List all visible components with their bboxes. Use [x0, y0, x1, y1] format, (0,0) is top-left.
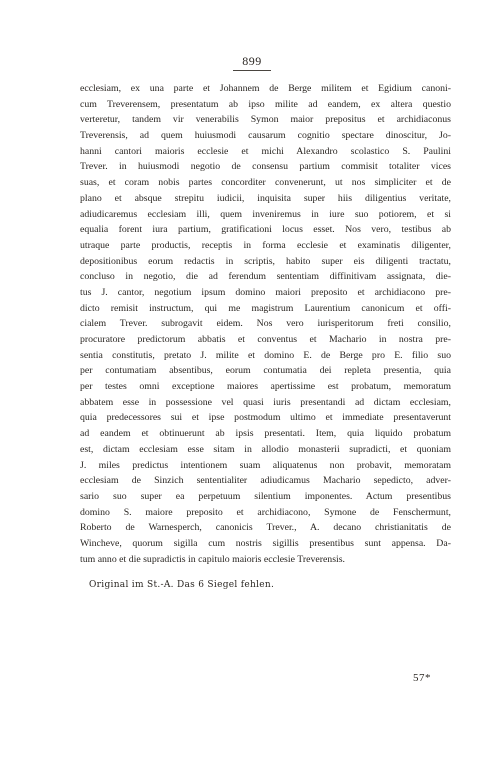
text-line: quia predecessores sui et ipse postmodum ultimo et immediate presentaverunt	[80, 412, 451, 424]
page-number-rule	[233, 70, 271, 71]
text-line: per testes omni exceptione maiores apertissime est probatum, memoratum	[80, 381, 451, 393]
text-line: concluso in negotio, die ad ferendum sententiam diffinitivam assignata, die-	[80, 271, 451, 283]
text-line: Roberto de Warnesperch, canonicis Trever., A. decano christianitatis de	[80, 522, 451, 534]
page-number: 899	[242, 54, 262, 68]
body-text	[80, 81, 451, 567]
text-line: ecclesiam, ex una parte et Johannem de Berge militem et Egidium canoni-	[80, 83, 451, 94]
text-line: suas, et coram nobis partes concorditer convenerunt, ut nos simpliciter et de	[80, 177, 451, 189]
text-line: depositionibus eorum redactis in scriptis, habito super eis diligenti tractatu,	[80, 255, 451, 267]
text-line: verteretur, tandem vir venerabilis Symon maior prepositus et archidiaconus	[80, 114, 451, 126]
text-line: equalia forent iura partium, gratificationi locus esset. Nos vero, testibus ab	[80, 224, 451, 236]
text-line: J. miles predictus intentionem suam aliquatenus non probavit, memoratam	[80, 459, 451, 471]
text-line: adiudicaremus ecclesiam illi, quem inveniremus in iure suo potiorem, et si	[80, 208, 451, 220]
text-line: tum anno et die supradictis in capitulo maioris ecclesie Treverensis.	[80, 553, 345, 565]
text-line: ad eandem et obtinuerunt ab ipsis presentati. Item, quia liquido probatum	[80, 428, 451, 440]
text-line: abbatem esse in possessione vel quasi iuris presentandi ad dictam ecclesiam,	[80, 396, 451, 408]
text-line: per contumatiam absentibus, eorum contumatia dei repleta presentia, quia	[80, 365, 451, 377]
text-line: Treverensis, ad quem huiusmodi causarum cognitio spectare dinoscitur, Jo-	[80, 130, 451, 142]
source-note: Original im St.-A. Das 6 Siegel fehlen.	[89, 580, 275, 590]
signature-mark: 57*	[413, 672, 431, 684]
text-line: plano et absque strepitu iudicii, inquisita super hiis diligentius veritate,	[80, 192, 451, 204]
text-line: domino S. maiore preposito et archidiacono, Symone de Fenschermunt,	[80, 506, 451, 518]
text-line: hanni cantori maioris ecclesie et michi Alexandro scolastico S. Paulini	[80, 145, 451, 157]
text-line: utraque parte productis, receptis in forma ecclesie et examinatis diligenter,	[80, 239, 451, 251]
text-line: est, dictam ecclesiam esse sitam in allodio monasterii supradicti, et quoniam	[80, 443, 451, 455]
text-line: ecclesiam de Sinzich sententialiter adiudicamus Machario sepedicto, adver-	[80, 475, 451, 487]
text-line: cum Treverensem, presentatum ab ipso milite ad eandem, ex altera questio	[80, 98, 451, 110]
text-line: Wincheve, quorum sigilla cum nostris sigillis presentibus sunt appensa. Da-	[80, 537, 451, 549]
text-line: Trever. in huiusmodi negotio de consensu partium commisit totaliter vices	[80, 161, 451, 173]
text-line: dicto remisit instructum, qui me magistrum Laurentium canonicum et offi-	[80, 302, 451, 314]
text-line: sentia constitutis, pretato J. milite et domino E. de Berge pro E. filio suo	[80, 349, 451, 361]
text-line: procuratore predictorum abbatis et conventus et Machario in nostra pre-	[80, 334, 451, 345]
text-line: cialem Trever. subrogavit eidem. Nos vero iurisperitorum freti consilio,	[80, 318, 451, 330]
text-line: tus J. cantor, negotium ipsum domino maiori preposito et archidiacono pre-	[80, 286, 451, 298]
text-line: sario suo super ea perpetuum silentium imponentes. Actum presentibus	[80, 490, 451, 502]
